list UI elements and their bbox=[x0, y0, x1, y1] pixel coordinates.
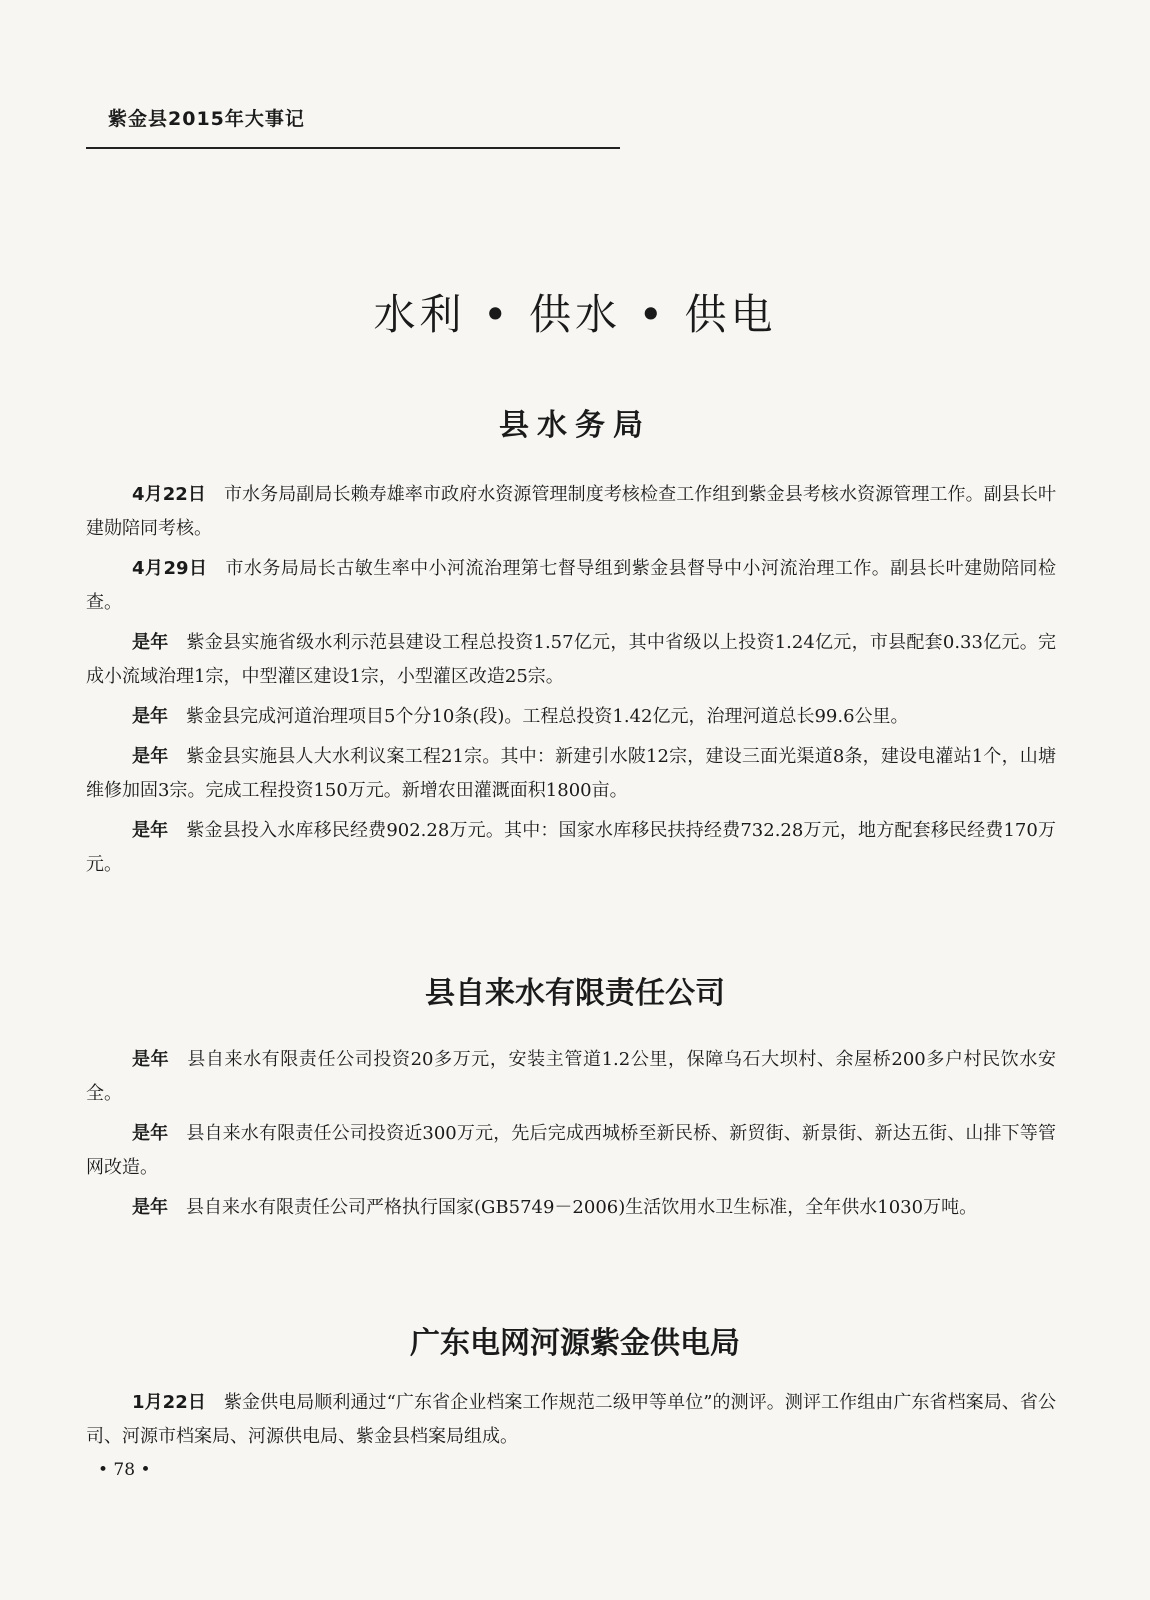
entry-date: 是年 bbox=[132, 1049, 170, 1070]
running-header: 紫金县2015年大事记 bbox=[108, 108, 305, 130]
entry-date: 是年 bbox=[132, 820, 169, 841]
section-title-power-bureau: 广东电网河源紫金供电局 bbox=[410, 1326, 740, 1361]
entry-text: 紫金县投入水库移民经费902.28万元。其中：国家水库移民扶持经费732.28万元，地方配套移民经费170万元。 bbox=[86, 820, 1056, 875]
entry-date: 1月22日 bbox=[132, 1392, 206, 1413]
entry bbox=[86, 1117, 1056, 1185]
entry-date: 是年 bbox=[132, 1197, 168, 1218]
entry bbox=[86, 1191, 1056, 1225]
entry-text: 市水务局副局长赖寿雄率市政府水资源管理制度考核检查工作组到紫金县考核水资源管理工作。副县长叶建勋陪同考核。 bbox=[86, 484, 1056, 539]
entry-text: 紫金县实施省级水利示范县建设工程总投资1.57亿元，其中省级以上投资1.24亿元，市县配套0.33亿元。完成小流域治理1宗，中型灌区建设1宗，小型灌区改造25宗。 bbox=[86, 632, 1057, 687]
section-entries-water-company bbox=[86, 1043, 1056, 1231]
section-entries-power-bureau bbox=[86, 1386, 1056, 1460]
page-number: • 78 • bbox=[98, 1460, 151, 1480]
entry bbox=[86, 1386, 1056, 1454]
section-title-water-bureau: 县水务局 bbox=[499, 408, 651, 443]
entry-date: 是年 bbox=[132, 706, 168, 727]
entry-date: 4月29日 bbox=[132, 558, 208, 579]
entry-text: 县自来水有限责任公司投资近300万元，先后完成西城桥至新民桥、新贸街、新景街、新达五街、山排下等管网改造。 bbox=[86, 1123, 1057, 1178]
entry-text: 县自来水有限责任公司严格执行国家(GB5749－2006)生活饮用水卫生标准，全年供水1030万吨。 bbox=[186, 1197, 978, 1218]
entry bbox=[86, 814, 1056, 882]
entry bbox=[86, 740, 1056, 808]
entry-text: 紫金县实施县人大水利议案工程21宗。其中：新建引水陂12宗，建设三面光渠道8条，建设电灌站1个，山塘维修加固3宗。完成工程投资150万元。新增农田灌溉面积1800亩。 bbox=[86, 746, 1057, 801]
entry-text: 紫金供电局顺利通过“广东省企业档案工作规范二级甲等单位”的测评。测评工作组由广东省档案局、省公司、河源市档案局、河源供电局、紫金县档案局组成。 bbox=[86, 1392, 1057, 1447]
section-title-water-company: 县自来水有限责任公司 bbox=[425, 976, 725, 1011]
entry bbox=[86, 552, 1056, 620]
entry-date: 是年 bbox=[132, 746, 169, 767]
section-entries-water-bureau bbox=[86, 478, 1056, 888]
entry-text: 紫金县完成河道治理项目5个分10条(段)。工程总投资1.42亿元，治理河道总长99.6公里。 bbox=[186, 706, 909, 727]
entry bbox=[86, 478, 1056, 546]
chapter-title: 水利 • 供水 • 供电 bbox=[373, 290, 777, 339]
entry-date: 是年 bbox=[132, 632, 169, 653]
entry-text: 市水务局局长古敏生率中小河流治理第七督导组到紫金县督导中小河流治理工作。副县长叶建勋陪同检查。 bbox=[86, 558, 1057, 613]
entry-date: 是年 bbox=[132, 1123, 169, 1144]
entry-text: 县自来水有限责任公司投资20多万元，安装主管道1.2公里，保障乌石大坝村、余屋桥200多户村民饮水安全。 bbox=[86, 1049, 1057, 1104]
entry bbox=[86, 700, 1056, 734]
entry bbox=[86, 626, 1056, 694]
entry-date: 4月22日 bbox=[132, 484, 206, 505]
header-rule bbox=[86, 147, 620, 149]
entry bbox=[86, 1043, 1056, 1111]
